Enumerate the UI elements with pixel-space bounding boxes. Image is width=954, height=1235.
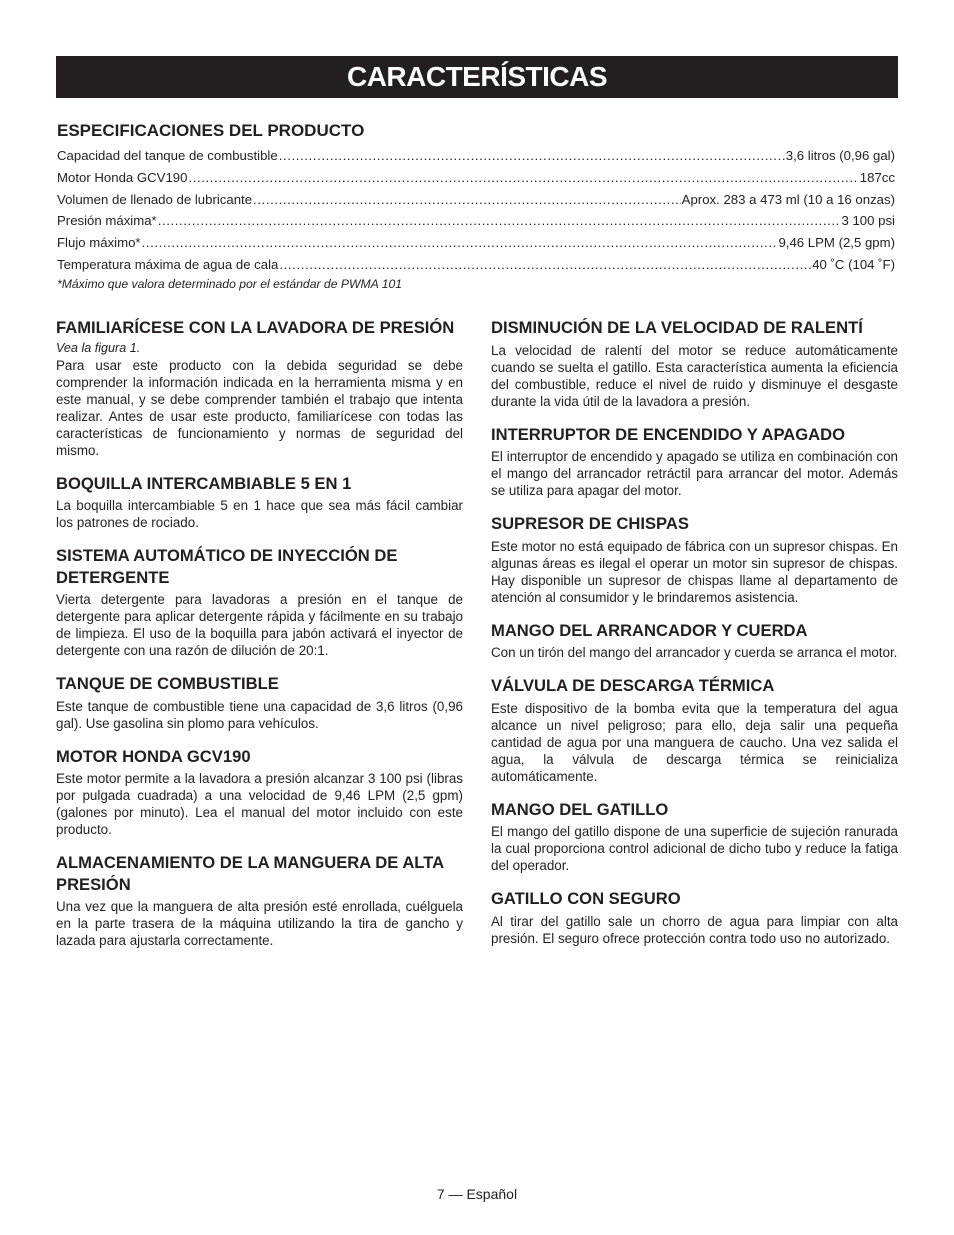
section-body: El mango del gatillo dispone de una superficie de sujeción ranurada la cual proporciona control adicional de dicho tubo y reduce la fatiga del operador. (491, 824, 898, 873)
dot-leader (279, 254, 811, 276)
section-heading: MANGO DEL ARRANCADOR Y CUERDA (491, 620, 808, 640)
spec-row (57, 167, 895, 189)
right-column (491, 317, 898, 961)
section-heading: FAMILIARÍCESE CON LA LAVADORA DE PRESIÓN (56, 318, 455, 337)
spec-value: 3,6 litros (0,96 gal) (785, 148, 895, 163)
section-trigger-handle (491, 799, 898, 875)
spec-row (57, 254, 895, 276)
left-column (56, 317, 463, 963)
section-body: Este motor no está equipado de fábrica con un supresor chispas. En algunas áreas es ilegal el operar un motor sin supresor de chispas. Hay disponible un supresor de chispas llame al departamento de atención al consumidor y le brindaremos asistencia. (491, 538, 898, 605)
spec-label: Volumen de llenado de lubricante (57, 191, 253, 207)
section-body: Vierta detergente para lavadoras a presión en el tanque de detergente para aplicar detergente rápida y fácilmente en su trabajo de limpieza. El uso de la boquilla para jabón activará el inyector de detergente con una razón de dilución de 20:1. (56, 592, 463, 658)
dot-leader (142, 232, 778, 254)
spec-row (57, 189, 895, 211)
page-title-banner (56, 56, 898, 98)
spec-label: Flujo máximo* (57, 235, 141, 251)
section-idle-down (491, 317, 898, 410)
spec-value: 187cc (859, 169, 895, 185)
dot-leader (279, 145, 785, 167)
specs-footnote: *Máximo que valora determinado por el estándar de PWMA 101 (57, 276, 403, 291)
figure-reference: Vea la figura 1. (56, 340, 141, 355)
spec-label: Temperatura máxima de agua de cala (57, 256, 279, 272)
section-body: Al tirar del gatillo sale un chorro de agua para limpiar con alta presión. El seguro ofrece protección contra todo uso no autorizado. (491, 913, 898, 946)
section-heading: MOTOR HONDA GCV190 (56, 746, 251, 766)
section-spark-arrestor (491, 513, 898, 606)
section-engine (56, 746, 463, 839)
section-heading: GATILLO CON SEGURO (491, 889, 681, 908)
section-body: Para usar este producto con la debida seguridad se debe comprender la información indicada en la herramienta misma y en este manual, y se debe comprender también el trabajo que intenta realizar. Antes de usar este producto, familiarícese con todas las características de funcionamiento y normas de seguridad del mismo. (56, 357, 463, 458)
dot-leader (188, 167, 858, 189)
spec-label: Capacidad del tanque de combustible (57, 148, 278, 163)
specs-table (57, 145, 895, 276)
section-heading: TANQUE DE COMBUSTIBLE (56, 674, 279, 693)
section-body: Este dispositivo de la bomba evita que la temperatura del agua alcance un nivel peligroso; para ello, deja salir una pequeña cantidad de agua por una manguera de caucho. Una vez salida el agua, la válvula de descarga térmica se reinicializa automáticamente. (491, 700, 898, 784)
section-heading: BOQUILLA INTERCAMBIABLE 5 EN 1 (56, 473, 352, 493)
page-title: CARACTERÍSTICAS (346, 61, 608, 92)
section-heading: ALMACENAMIENTO DE LA MANGUERA DE ALTA PRESIÓN (56, 853, 444, 894)
spec-row (57, 145, 895, 167)
section-heading: VÁLVULA DE DESCARGA TÉRMICA (491, 676, 775, 695)
section-thermal-relief-valve (491, 675, 898, 785)
section-detergent-system (56, 545, 463, 659)
spec-label: Motor Honda GCV190 (57, 169, 188, 185)
dot-leader (253, 189, 681, 211)
section-familiarize (56, 317, 463, 459)
spec-value: 9,46 LPM (2,5 gpm) (778, 235, 895, 251)
section-body: La velocidad de ralentí del motor se reduce automáticamente cuando se suelta el gatillo. Esta característica aumenta la eficiencia del combustible, reduce el nivel de ruido y disminuye el desgaste durante la vida útil de la lavadora a presión. (491, 342, 898, 409)
section-body: Una vez que la manguera de alta presión esté enrollada, cuélguela en la parte trasera de la máquina utilizando la tira de gancho y lazada para ajustarla correctamente. (56, 899, 463, 948)
section-on-off-switch (491, 424, 898, 500)
spec-value: 3 100 psi (841, 213, 895, 229)
spec-label: Presión máxima* (57, 213, 157, 229)
spec-value: 40 ˚C (104 ˚F) (812, 256, 895, 272)
section-heading: SUPRESOR DE CHISPAS (491, 514, 689, 533)
section-trigger-lock (491, 888, 898, 947)
dot-leader (158, 210, 841, 232)
spec-row (57, 232, 895, 254)
section-heading: SISTEMA AUTOMÁTICO DE INYECCIÓN DE DETERGENTE (56, 546, 398, 587)
section-fuel-tank (56, 673, 463, 732)
section-starter-handle (491, 620, 898, 662)
section-body: Con un tirón del mango del arrancador y cuerda se arranca el motor. (491, 645, 898, 660)
spec-value: Aprox. 283 a 473 ml (10 a 16 onzas) (681, 191, 895, 207)
section-body: Este motor permite a la lavadora a presión alcanzar 3 100 psi (libras por pulgada cuadrada) a una velocidad de 9,46 LPM (2,5 gpm) (galones por minuto). Lea el manual del motor incluido con este producto. (56, 771, 463, 837)
section-body: La boquilla intercambiable 5 en 1 hace que sea más fácil cambiar los patrones de rociado. (56, 498, 463, 530)
product-specifications (57, 121, 895, 291)
specs-heading: ESPECIFICACIONES DEL PRODUCTO (57, 121, 365, 140)
page-number: 7 — Español (436, 1186, 518, 1202)
spec-row (57, 210, 895, 232)
section-hose-storage (56, 852, 463, 949)
section-heading: MANGO DEL GATILLO (491, 799, 669, 819)
section-nozzle (56, 473, 463, 532)
section-body: El interruptor de encendido y apagado se utiliza en combinación con el mango del arrancador retráctil para arrancar del motor. Además se utiliza para apagar del motor. (491, 449, 898, 498)
section-body: Este tanque de combustible tiene una capacidad de 3,6 litros (0,96 gal). Use gasolina sin plomo para vehículos. (56, 698, 463, 731)
section-heading: INTERRUPTOR DE ENCENDIDO Y APAGADO (491, 424, 846, 444)
section-heading: DISMINUCIÓN DE LA VELOCIDAD DE RALENTÍ (491, 318, 863, 337)
